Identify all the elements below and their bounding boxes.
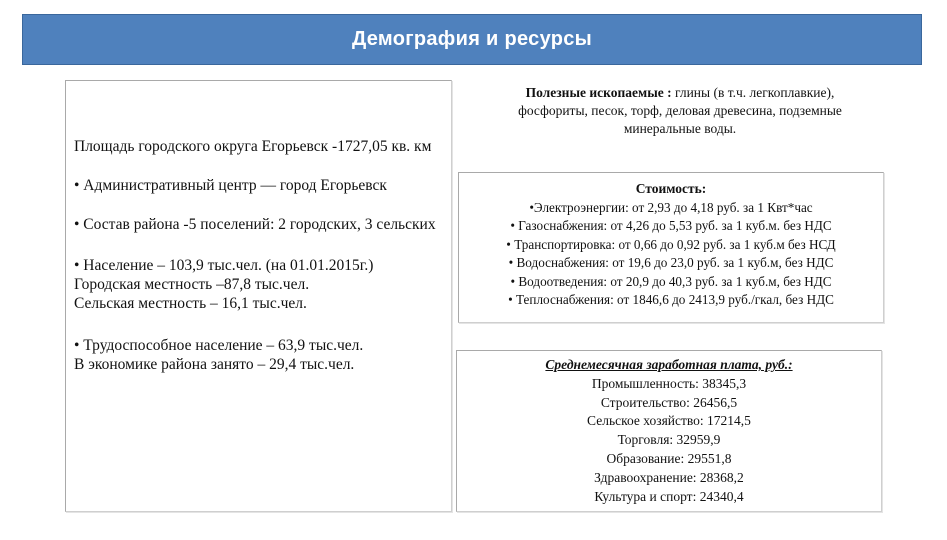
- cost-panel: [458, 172, 884, 323]
- labor-able: • Трудоспособное население – 63,9 тыс.чел.: [74, 337, 364, 354]
- header-bar: [22, 14, 922, 65]
- composition-text: • Состав района -5 поселений: 2 городских, 3 сельских: [74, 216, 436, 233]
- cost-title: Стоимость:: [635, 181, 707, 196]
- minerals-line-1: глины (в т.ч. легкоплавкие),: [671, 85, 835, 100]
- salary-panel: [456, 350, 882, 512]
- admin-center-text: • Административный центр — город Егорьевск: [74, 177, 387, 194]
- cost-item: • Газоснабжения: от 4,26 до 5,53 руб. за 1 куб.м. без НДС: [510, 218, 832, 233]
- salary-title: Среднемесячная заработная плата, руб.:: [545, 357, 793, 372]
- minerals-line-2: фосфориты, песок, торф, деловая древесина, подземные: [518, 103, 842, 118]
- minerals-label: Полезные ископаемые :: [525, 85, 672, 100]
- salary-item: Сельское хозяйство: 17214,5: [587, 413, 751, 429]
- page-title: Демография и ресурсы: [351, 28, 593, 50]
- population-total: • Население – 103,9 тыс.чел. (на 01.01.2015г.): [74, 257, 374, 274]
- salary-item: Промышленность: 38345,3: [591, 375, 747, 391]
- area-text: Площадь городского округа Егорьевск -1727,05 кв. км: [74, 138, 432, 155]
- minerals-block: [460, 84, 900, 138]
- population-rural: Сельская местность – 16,1 тыс.чел.: [74, 295, 307, 312]
- cost-item: • Теплоснабжения: от 1846,6 до 2413,9 руб./гкал, без НДС: [508, 292, 834, 307]
- salary-item: Торговля: 32959,9: [617, 432, 721, 448]
- salary-item: Образование: 29551,8: [606, 450, 732, 466]
- cost-item: • Водоотведения: от 20,9 до 40,3 руб. за 1 куб.м, без НДС: [510, 273, 832, 289]
- salary-item: Культура и спорт: 24340,4: [594, 488, 744, 504]
- labor-employed: В экономике района занято – 29,4 тыс.чел.: [74, 356, 355, 373]
- salary-item: Строительство: 26456,5: [600, 394, 738, 410]
- population-urban: Городская местность –87,8 тыс.чел.: [74, 276, 310, 293]
- cost-item: • Водоснабжения: от 19,6 до 23,0 руб. за 1 куб.м, без НДС: [508, 255, 834, 270]
- minerals-line-3: минеральные воды.: [623, 121, 737, 136]
- salary-item: Здравоохранение: 28368,2: [594, 469, 744, 485]
- demography-panel: [65, 80, 452, 512]
- cost-item: •Электроэнергии: от 2,93 до 4,18 руб. за 1 Квт*час: [529, 199, 813, 215]
- population-text: [74, 256, 443, 313]
- labor-text: [74, 336, 443, 374]
- cost-item: • Транспортировка: от 0,66 до 0,92 руб. за 1 куб.м без НСД: [506, 236, 836, 252]
